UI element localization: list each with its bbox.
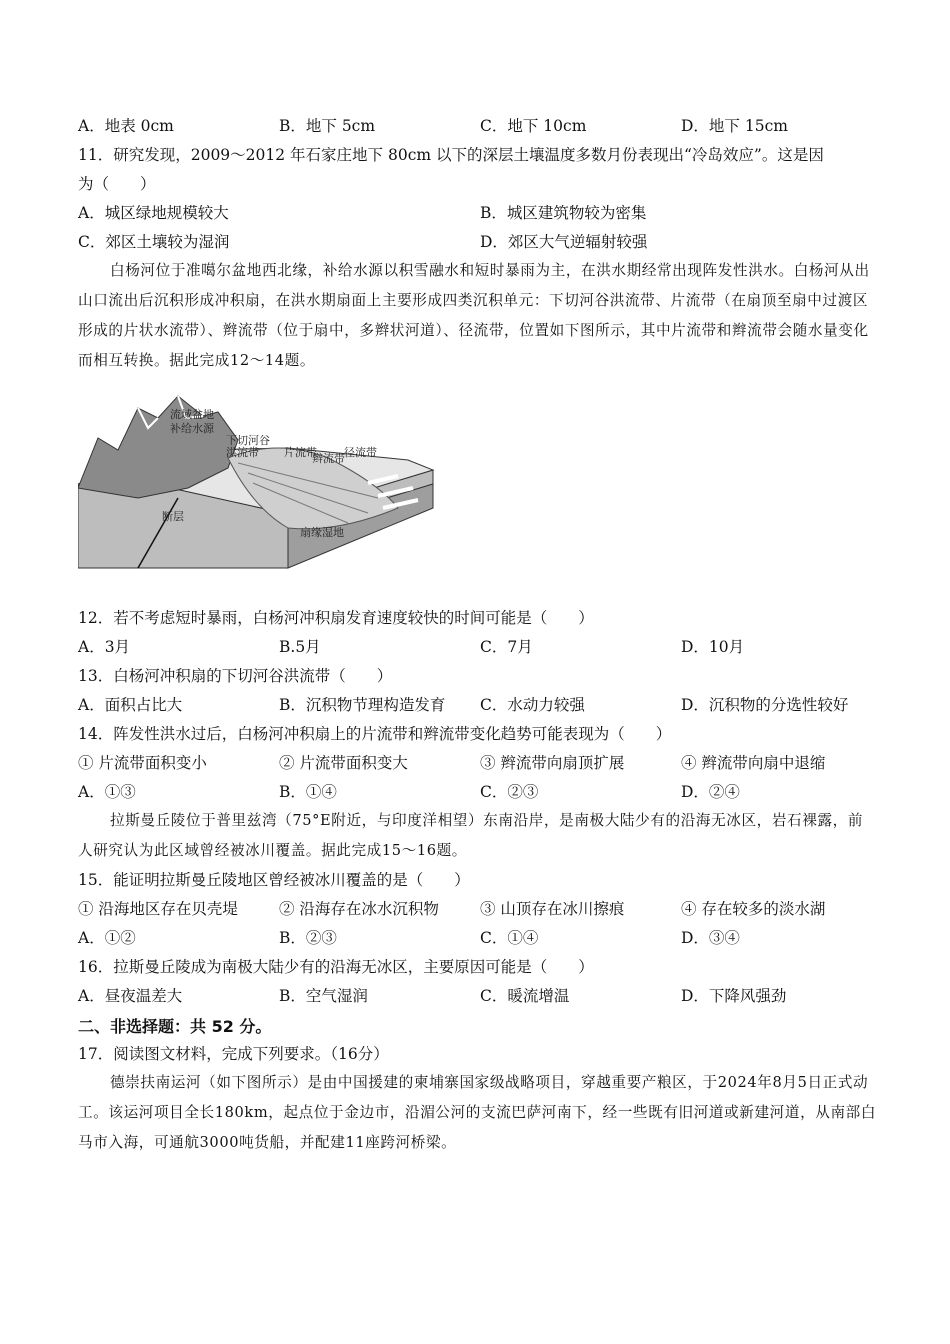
alluvial-fan-figure	[78, 388, 438, 584]
q15-item-3: ③ 山顶存在冰川擦痕	[480, 900, 625, 918]
passage-12-14-text: 白杨河位于准噶尔盆地西北缘，补给水源以积雪融水和短时暴雨为主，在洪水期经常出现阵发性洪水。白杨河从出山口流出后沉积形成冲积扇，在洪水期扇面上主要形成四类沉积单元：下切河谷洪流带、片流带（在扇顶至扇中过渡区形成的片状水流带）、辫流带（位于扇中，多辫状河道）、径流带，位置如下图所示，其中片流带和辫流带会随水量变化而相互转换。据此完成12～14题。	[78, 262, 870, 369]
alluvial-fan-diagram	[78, 388, 438, 584]
q15-option-c: C．①④	[480, 929, 539, 947]
q12-option-b: B.5月	[279, 638, 321, 656]
q17-stem: 17．阅读图文材料，完成下列要求。（16分）	[78, 1045, 389, 1063]
q15-option-b: B．②③	[279, 929, 337, 947]
label-incised-valley: 下切河谷	[226, 434, 270, 447]
q12-option-a: A．3月	[78, 638, 131, 656]
q17-passage	[78, 1068, 878, 1158]
q10-option-c: C．地下 10cm	[480, 117, 587, 135]
q12-option-d: D．10月	[681, 638, 745, 656]
q10-option-b: B．地下 5cm	[279, 117, 376, 135]
label-sheet-flow: 片流带	[284, 446, 317, 459]
q16-option-d: D．下降风强劲	[681, 987, 787, 1005]
q16-option-a: A．昼夜温差大	[78, 987, 183, 1005]
q10-option-a: A．地表 0cm	[78, 117, 174, 135]
q15-item-4: ④ 存在较多的淡水湖	[681, 900, 826, 918]
q14-option-d: D．②④	[681, 783, 740, 801]
q11-option-c: C．郊区土壤较为湿润	[78, 233, 230, 251]
q11-option-d: D．郊区大气逆辐射较强	[480, 233, 648, 251]
q14-item-1: ① 片流带面积变小	[78, 754, 207, 772]
label-supply: 补给水源	[170, 422, 214, 435]
q14-item-3: ③ 辫流带向扇顶扩展	[480, 754, 625, 772]
label-runoff: 径流带	[344, 446, 377, 459]
q14-option-c: C．②③	[480, 783, 539, 801]
passage-12-14	[78, 256, 878, 376]
q15-item-1: ① 沿海地区存在贝壳堤	[78, 900, 238, 918]
q14-option-b: B．①④	[279, 783, 337, 801]
passage-15-16	[78, 806, 878, 866]
q11-option-a: A．城区绿地规模较大	[78, 204, 229, 222]
q10-option-d: D．地下 15cm	[681, 117, 788, 135]
q11-stem-line1: 11．研究发现，2009～2012 年石家庄地下 80cm 以下的深层土壤温度多数月份表现出“冷岛效应”。这是因	[78, 146, 824, 164]
q15-option-a: A．①②	[78, 929, 136, 947]
q13-option-b: B．沉积物节理构造发育	[279, 696, 446, 714]
q12-option-c: C．7月	[480, 638, 533, 656]
section-heading: 二、非选择题：共 52 分。	[78, 1017, 272, 1036]
q14-stem: 14．阵发性洪水过后，白杨河冲积扇上的片流带和辫流带变化趋势可能表现为（ ）	[78, 725, 672, 743]
q14-option-a: A．①③	[78, 783, 136, 801]
q13-stem: 13．白杨河冲积扇的下切河谷洪流带（ ）	[78, 667, 393, 685]
q15-stem: 15．能证明拉斯曼丘陵地区曾经被冰川覆盖的是（ ）	[78, 871, 470, 889]
q13-option-a: A．面积占比大	[78, 696, 183, 714]
q17-passage-text: 德崇扶南运河（如下图所示）是由中国援建的柬埔寨国家级战略项目，穿越重要产粮区，于2024年8月5日正式动工。该运河项目全长180km，起点位于金边市，沿湄公河的支流巴萨河南下，经一些既有旧河道或新建河道，从南部白马市入海，可通航3000吨货船，并配建11座跨河桥梁。	[78, 1074, 877, 1151]
label-braided-flow: 辫流带	[312, 452, 345, 465]
q16-option-c: C．暖流增温	[480, 987, 570, 1005]
q12-stem: 12．若不考虑短时暴雨，白杨河冲积扇发育速度较快的时间可能是（ ）	[78, 609, 594, 627]
q15-item-2: ② 沿海存在冰水沉积物	[279, 900, 439, 918]
q16-option-b: B．空气湿润	[279, 987, 368, 1005]
label-fault: 断层	[162, 510, 184, 523]
label-basin: 流域盆地	[170, 408, 214, 421]
q13-option-d: D．沉积物的分选性较好	[681, 696, 849, 714]
label-flood-zone: 洪流带	[226, 446, 259, 459]
q11-stem-line2: 为（ ）	[78, 175, 156, 193]
q13-option-c: C．水动力较强	[480, 696, 585, 714]
label-fan-wetland: 扇缘湿地	[300, 526, 344, 539]
passage-15-16-text: 拉斯曼丘陵位于普里兹湾（75°E附近，与印度洋相望）东南沿岸，是南极大陆少有的沿海无冰区，岩石裸露，前人研究认为此区域曾经被冰川覆盖。据此完成15～16题。	[78, 812, 864, 859]
q16-stem: 16．拉斯曼丘陵成为南极大陆少有的沿海无冰区，主要原因可能是（ ）	[78, 958, 594, 976]
q15-option-d: D．③④	[681, 929, 740, 947]
q14-item-4: ④ 辫流带向扇中退缩	[681, 754, 826, 772]
q11-option-b: B．城区建筑物较为密集	[480, 204, 647, 222]
q14-item-2: ② 片流带面积变大	[279, 754, 408, 772]
